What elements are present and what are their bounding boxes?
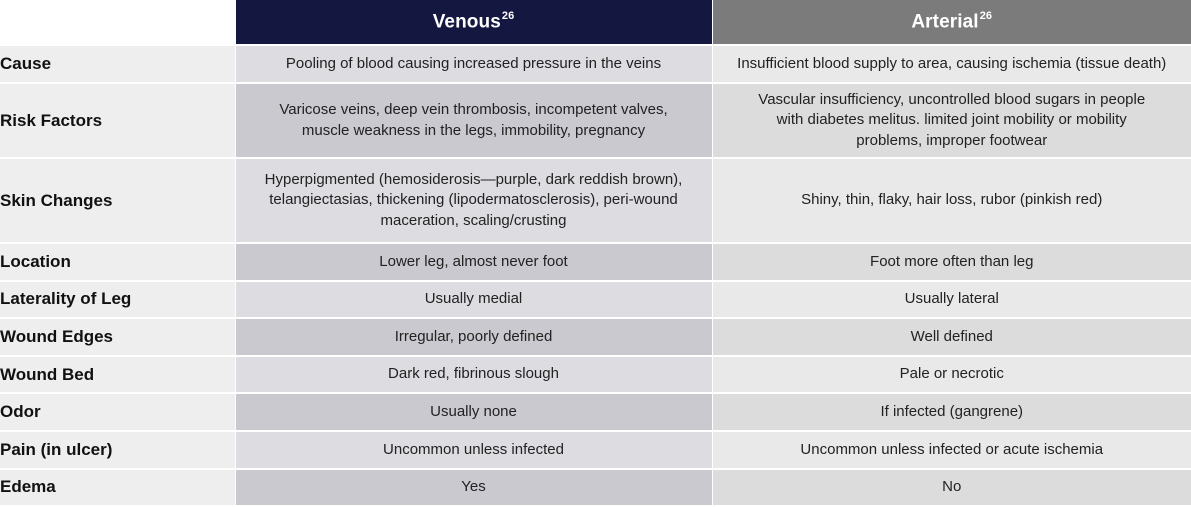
- venous-cell: [235, 83, 712, 158]
- cell-line: Usually none: [430, 402, 517, 420]
- arterial-cell: [712, 393, 1191, 431]
- table-row: [0, 158, 1191, 243]
- row-label: Pain (in ulcer): [0, 431, 235, 469]
- cell-line: Yes: [461, 478, 486, 496]
- cell-line: No: [942, 478, 962, 496]
- cell-line: Dark red, fibrinous slough: [388, 365, 559, 383]
- cell-line: Well defined: [910, 327, 993, 345]
- table-row: [0, 83, 1191, 158]
- arterial-cell: [712, 469, 1191, 507]
- table-row: [0, 281, 1191, 319]
- arterial-cell: [712, 243, 1191, 281]
- arterial-cell: [712, 45, 1191, 83]
- table-row: [0, 431, 1191, 469]
- table-row: [0, 318, 1191, 356]
- cell-line: telangiectasias, thickening (lipodermatosclerosis), peri-wound: [269, 191, 678, 209]
- table-row: [0, 393, 1191, 431]
- venous-cell: [235, 393, 712, 431]
- cell-line: Pale or necrotic: [899, 365, 1004, 383]
- row-label: Odor: [0, 393, 235, 431]
- cell-line: If infected (gangrene): [880, 402, 1024, 420]
- row-label: Wound Edges: [0, 318, 235, 356]
- column-header-arterial: [712, 0, 1191, 45]
- venous-cell: [235, 318, 712, 356]
- arterial-cell: [712, 158, 1191, 243]
- row-label: Cause: [0, 45, 235, 83]
- cell-line: Hyperpigmented (hemosiderosis—purple, dark reddish brown),: [264, 170, 683, 188]
- arterial-cell: [712, 83, 1191, 158]
- table-header-row: [0, 0, 1191, 45]
- table-row: [0, 356, 1191, 394]
- cell-line: Usually medial: [424, 290, 523, 308]
- row-label: Wound Bed: [0, 356, 235, 394]
- venous-cell: [235, 45, 712, 83]
- arterial-cell: [712, 281, 1191, 319]
- column-header-arterial-reference: 26: [979, 9, 993, 22]
- arterial-cell: [712, 431, 1191, 469]
- row-label: Edema: [0, 469, 235, 507]
- arterial-cell: [712, 356, 1191, 394]
- column-header-venous-label: Venous: [432, 11, 501, 33]
- cell-line: Irregular, poorly defined: [394, 327, 553, 345]
- arterial-cell: [712, 318, 1191, 356]
- venous-cell: [235, 281, 712, 319]
- cell-line: muscle weakness in the legs, immobility, pregnancy: [301, 121, 646, 139]
- venous-cell: [235, 431, 712, 469]
- cell-line: with diabetes melitus. limited joint mobility or mobility: [776, 111, 1127, 129]
- cell-line: Uncommon unless infected: [383, 440, 564, 458]
- row-label: Laterality of Leg: [0, 281, 235, 319]
- table-row: [0, 243, 1191, 281]
- column-header-venous: [235, 0, 712, 45]
- cell-line: Pooling of blood causing increased pressure in the veins: [285, 54, 662, 72]
- row-label: Skin Changes: [0, 158, 235, 243]
- venous-cell: [235, 469, 712, 507]
- venous-cell: [235, 158, 712, 243]
- cell-line: maceration, scaling/crusting: [380, 211, 567, 229]
- cell-line: problems, improper footwear: [856, 131, 1048, 149]
- table-row: [0, 45, 1191, 83]
- column-header-venous-reference: 26: [501, 9, 515, 22]
- venous-cell: [235, 356, 712, 394]
- header-corner-blank: [0, 0, 235, 45]
- cell-line: Uncommon unless infected or acute ischemia: [800, 440, 1104, 458]
- cell-line: Insufficient blood supply to area, causing ischemia (tissue death): [737, 54, 1167, 72]
- venous-cell: [235, 243, 712, 281]
- column-header-arterial-label: Arterial: [911, 11, 979, 33]
- table-row: [0, 469, 1191, 507]
- row-label: Location: [0, 243, 235, 281]
- cell-line: Lower leg, almost never foot: [379, 252, 568, 270]
- cell-line: Usually lateral: [904, 290, 999, 308]
- cell-line: Vascular insufficiency, uncontrolled blood sugars in people: [758, 90, 1146, 108]
- row-label: Risk Factors: [0, 83, 235, 158]
- cell-line: Varicose veins, deep vein thrombosis, incompetent valves,: [279, 101, 668, 118]
- cell-line: Foot more often than leg: [870, 252, 1034, 270]
- cell-line: Shiny, thin, flaky, hair loss, rubor (pinkish red): [801, 191, 1103, 209]
